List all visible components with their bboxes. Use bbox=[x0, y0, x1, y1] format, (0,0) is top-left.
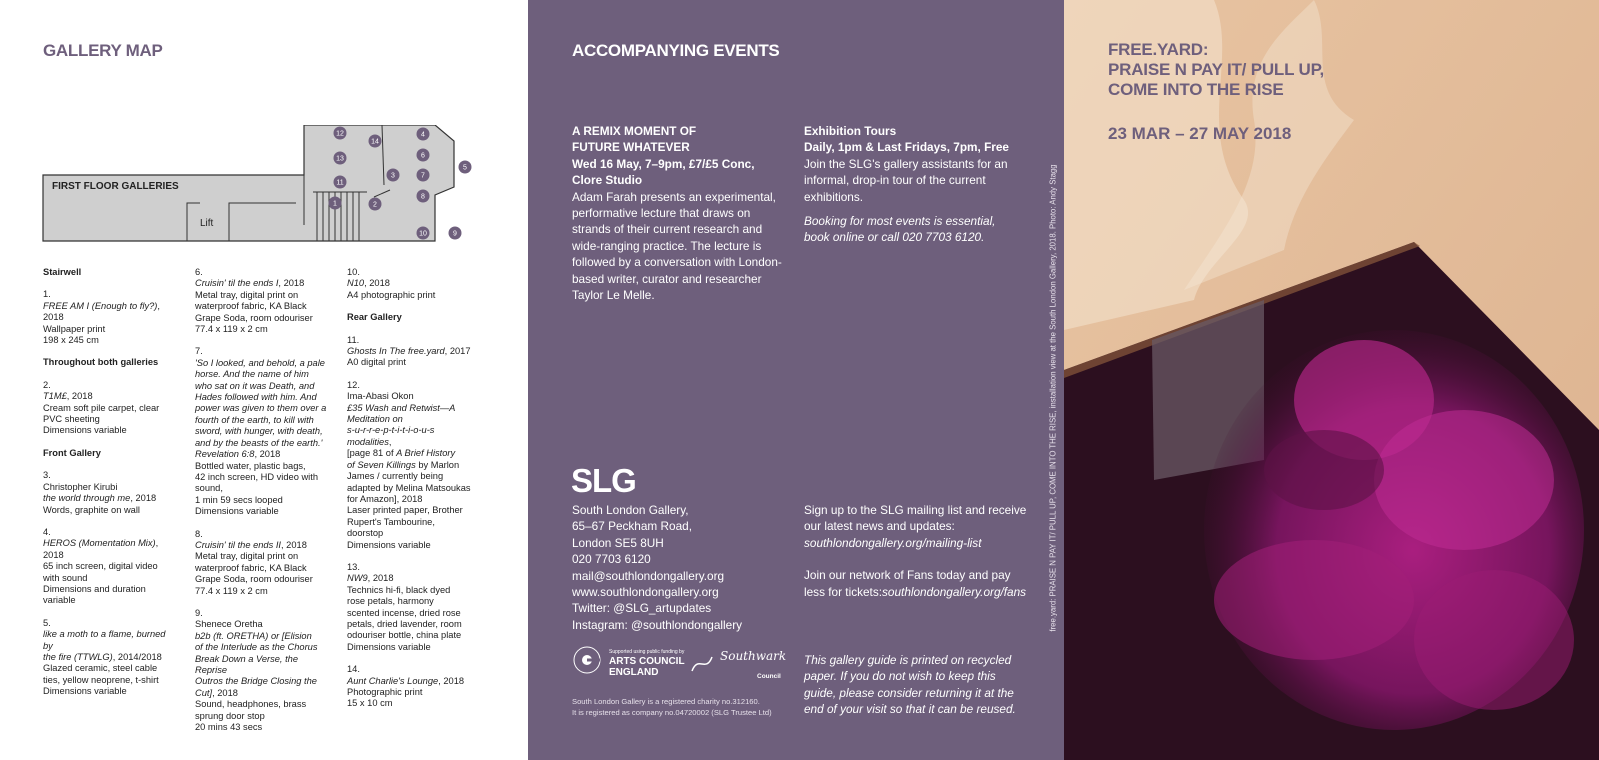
website-link[interactable]: www.southlondongallery.org bbox=[572, 585, 719, 600]
fans-text bbox=[804, 567, 1034, 600]
artwork-entry: 8. Cruisin' til the ends II, 2018 Metal tray, digital print on waterproof fabric, KA Black Grape Soda, room odouriser 77.4 x 119 x 2 cm bbox=[195, 528, 313, 596]
artwork-entry: 5. like a moth to a flame, burned by the fire (TTWLG), 2014/2018 Glazed ceramic, steel cable ties, yellow neoprene, t-shirt Dimensions variable bbox=[43, 617, 166, 697]
svg-text:3: 3 bbox=[391, 172, 395, 180]
svg-text:5: 5 bbox=[463, 164, 467, 172]
charity-line: It is registered as company no.04720002 (SLG Trustee Ltd) bbox=[572, 708, 772, 717]
map-marker bbox=[417, 190, 430, 203]
svg-text:4: 4 bbox=[421, 131, 425, 139]
exhibition-dates: 23 MAR – 27 MAY 2018 bbox=[1108, 124, 1292, 143]
address-line: 65–67 Peckham Road, bbox=[572, 519, 693, 534]
gallery-section-heading: Rear Gallery bbox=[347, 312, 402, 323]
svg-text:12: 12 bbox=[336, 130, 344, 138]
svg-text:1: 1 bbox=[333, 200, 337, 208]
artwork-entry: 2. T1M£, 2018 Cream soft pile carpet, clear PVC sheeting Dimensions variable bbox=[43, 379, 160, 436]
catalogue-column-3 bbox=[347, 267, 471, 721]
charity-line: South London Gallery is a registered charity no.312160. bbox=[572, 697, 760, 706]
map-marker bbox=[417, 149, 430, 162]
artwork-entry: 3. Christopher Kirubi the world through me, 2018 Words, graphite on wall bbox=[43, 470, 157, 515]
instagram-link[interactable]: Instagram: @southlondongallery bbox=[572, 617, 743, 632]
svg-text:7: 7 bbox=[421, 172, 425, 180]
map-marker bbox=[334, 127, 347, 140]
artwork-entry: 4. HEROS (Momentation Mix), 2018 65 inch screen, digital video with sound Dimensions and duration variable bbox=[43, 526, 159, 606]
gallery-section-heading: Stairwell bbox=[43, 267, 82, 277]
map-marker bbox=[334, 176, 347, 189]
map-marker bbox=[417, 169, 430, 182]
southwark-logo: Southwark bbox=[720, 649, 787, 663]
twitter-link[interactable]: Twitter: @SLG_artupdates bbox=[572, 601, 712, 616]
gallery-section-heading: Front Gallery bbox=[43, 447, 101, 458]
event-when: Daily, 1pm & Last Fridays, 7pm, Free bbox=[804, 140, 1009, 155]
svg-text:11: 11 bbox=[336, 179, 344, 187]
floor-label: FIRST FLOOR GALLERIES bbox=[52, 181, 179, 192]
events-title: ACCOMPANYING EVENTS bbox=[572, 41, 780, 60]
recycle-note: This gallery guide is printed on recycled paper. If you do not wish to keep this guide, please consider returning it at the end of your visit so that it can be reused. bbox=[804, 653, 1016, 717]
event-remix-moment bbox=[572, 123, 784, 303]
signup-info bbox=[804, 502, 1034, 616]
ace-big-text: ENGLAND bbox=[609, 667, 659, 678]
installation-photo bbox=[1064, 0, 1599, 760]
charity-info bbox=[572, 696, 802, 718]
ace-small-text: Supported using public funding by bbox=[609, 649, 685, 655]
artwork-entry: 12. Ima-Abasi Okon £35 Wash and Retwist—A Meditation on s-u-r-r-e-p-t-i-t-i-o-u-s modalities, [page 81 of A Brief History of Seven Killings by Marlon James / currently being adapted by Melina Matsoukas for Amazon], 2018 Laser printed paper, Brother Rupert's Tambourine, doorstop Dimensions variable bbox=[347, 379, 471, 550]
map-marker bbox=[369, 198, 382, 211]
address-line: South London Gallery, bbox=[572, 503, 689, 517]
title-line: PRAISE N PAY IT/ PULL UP, bbox=[1108, 60, 1325, 79]
event-description: Join the SLG's gallery assistants for an informal, drop-in tour of the current exhibitions. bbox=[804, 156, 1008, 204]
funder-logos bbox=[572, 645, 802, 685]
arts-council-roundel-icon bbox=[572, 645, 602, 675]
contact-details bbox=[572, 502, 802, 633]
event-heading: Exhibition Tours bbox=[804, 124, 897, 138]
mailing-list-link[interactable]: southlondongallery.org/mailing-list bbox=[804, 535, 982, 550]
title-line: FREE.YARD: bbox=[1108, 40, 1209, 59]
slg-logo: SLG bbox=[571, 462, 636, 499]
svg-text:8: 8 bbox=[421, 193, 425, 201]
artwork-entry: 6. Cruisin' til the ends I, 2018 Metal tray, digital print on waterproof fabric, KA Black Grape Soda, room odouriser 77.4 x 119 x 2 cm bbox=[195, 267, 313, 335]
arts-council-logo-text bbox=[609, 649, 685, 678]
gallery-map-panel bbox=[0, 0, 528, 760]
svg-text:10: 10 bbox=[419, 230, 427, 238]
artwork-entry: 10. N10, 2018 A4 photographic print bbox=[347, 267, 436, 300]
booking-note: Booking for most events is essential, book online or call 020 7703 6120. bbox=[804, 214, 996, 245]
artwork-entry: 14. Aunt Charlie's Lounge, 2018 Photographic print 15 x 10 cm bbox=[347, 664, 465, 709]
events-panel bbox=[528, 0, 1064, 760]
svg-text:6: 6 bbox=[421, 152, 425, 160]
address-line: London SE5 8UH bbox=[572, 535, 664, 550]
fans-copy: Join our network of Fans today and pay less for tickets: bbox=[804, 568, 1011, 599]
event-description: Adam Farah presents an experimental, performative lecture that draws on strands of their current research and wide-ranging practice. The lecture is followed by a conversation with London-based writer, curator and researcher Taylor Le Melle. bbox=[572, 189, 782, 303]
event-where: Clore Studio bbox=[572, 173, 643, 188]
map-marker bbox=[417, 227, 430, 240]
svg-text:14: 14 bbox=[371, 138, 379, 146]
map-marker bbox=[369, 135, 382, 148]
fans-link[interactable]: southlondongallery.org/fans bbox=[882, 584, 1027, 599]
catalogue-column-1 bbox=[43, 267, 173, 709]
map-marker bbox=[449, 227, 462, 240]
catalogue-column-2 bbox=[195, 267, 330, 744]
gallery-map-title: GALLERY MAP bbox=[43, 41, 163, 60]
email-link[interactable]: mail@southlondongallery.org bbox=[572, 568, 725, 583]
floor-plan-map bbox=[42, 125, 490, 250]
svg-text:13: 13 bbox=[336, 155, 344, 163]
artwork-entry: 11. Ghosts In The free.yard, 2017 A0 digital print bbox=[347, 334, 471, 368]
mailing-list-text bbox=[804, 502, 1034, 551]
southwark-logo-icon bbox=[690, 651, 714, 675]
artwork-entry: 9. Shenece Oretha b2b (ft. ORETHA) or [Elision of the Interlude as the Chorus Break Down a Verse, the Reprise Outros the Bridge Closing the Cut], 2018 Sound, headphones, brass sprung door stop 20 mins 43 secs bbox=[195, 607, 318, 733]
artwork-entry: 7. 'So I looked, and behold, a pale horse. And the name of him who sat on it was Death, and Hades followed with him. And power was given to them over a fourth of the earth, to kill with sword, with hunger, with death, and by the beasts of the earth.' Revelation 6:8, 2018 Bottled water, plastic bags, 42 inch screen, HD video with sound, 1 min 59 secs looped Dimensions variable bbox=[195, 346, 327, 517]
gallery-section-heading: Throughout both galleries bbox=[43, 357, 159, 368]
exhibition-title bbox=[1108, 40, 1324, 100]
mailing-list-copy: Sign up to the SLG mailing list and receive our latest news and updates: bbox=[804, 503, 1027, 534]
event-heading: FUTURE WHATEVER bbox=[572, 140, 690, 155]
event-when: Wed 16 May, 7–9pm, £7/£5 Conc, bbox=[572, 156, 755, 171]
southwark-council-label: Council bbox=[757, 673, 781, 680]
title-line: COME INTO THE RISE bbox=[1108, 80, 1284, 99]
map-marker bbox=[329, 197, 342, 210]
map-marker bbox=[387, 169, 400, 182]
map-marker bbox=[459, 161, 472, 174]
cover-panel bbox=[1064, 0, 1599, 760]
ace-big-text: ARTS COUNCIL bbox=[609, 656, 685, 667]
event-heading: A REMIX MOMENT OF bbox=[572, 124, 697, 138]
phone-number[interactable]: 020 7703 6120 bbox=[572, 552, 651, 567]
photo-credit: free.yard: PRAISE N PAY IT/ PULL UP, COME INTO THE RISE, installation view at the South London Gallery, 2018. Photo: Andy Stagg bbox=[1048, 164, 1058, 632]
lift-label: Lift bbox=[200, 218, 214, 229]
map-marker bbox=[417, 128, 430, 141]
map-marker bbox=[334, 152, 347, 165]
svg-text:9: 9 bbox=[453, 230, 457, 238]
event-exhibition-tours bbox=[804, 123, 1022, 246]
artwork-entry: 13. NW9, 2018 Technics hi-fi, black dyed rose petals, harmony scented incense, dried rose petals, dried lavender, room odouriser bottle, china plate Dimensions variable bbox=[347, 561, 462, 652]
artwork-entry: 1. FREE AM I (Enough to fly?), 2018 Wallpaper print 198 x 245 cm bbox=[43, 289, 160, 346]
svg-text:2: 2 bbox=[373, 201, 377, 209]
